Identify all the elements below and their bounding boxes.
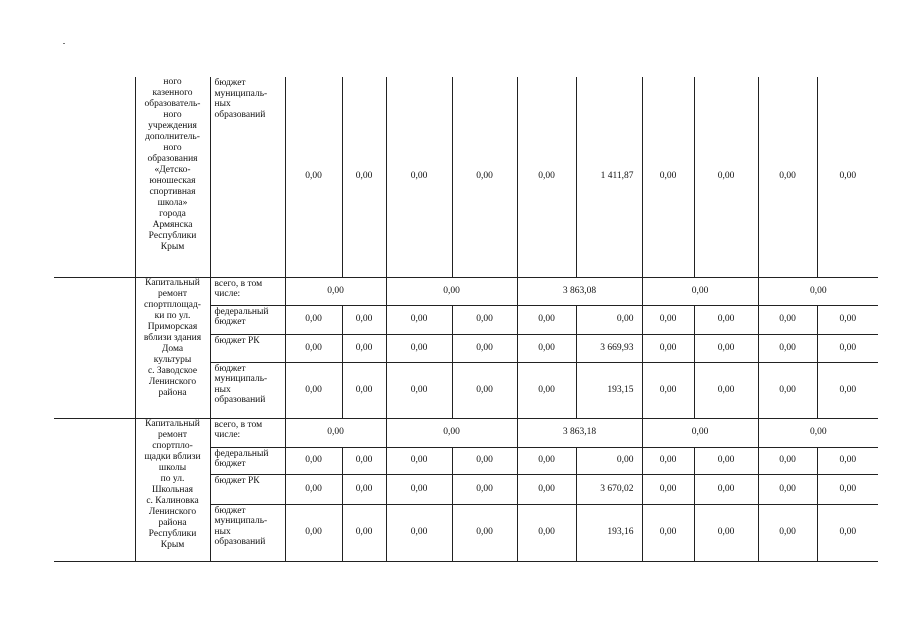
text-line: Приморская [147,321,198,332]
text-line: Ленинского [148,506,197,517]
value-cell: 0,00 [758,305,817,334]
value-cell: 0,00 [517,447,576,474]
text-line: Крым [160,242,185,252]
value-cell: 0,00 [817,447,878,474]
budget-table-body [54,77,878,561]
value-cell: 0,00 [517,77,576,277]
value-cell: 0,00 [517,362,576,418]
text-line: числе: [214,430,241,440]
text-line: ных [214,526,231,537]
value-cell: 0,00 [642,362,694,418]
value-cell: 0,00 [342,305,386,334]
total-value-cell: 0,00 [386,277,517,305]
text-line: щадки вблизи [144,451,201,462]
value-cell: 0,00 [642,447,694,474]
text-line: всего, в том [214,278,263,289]
value-cell: 0,00 [758,362,817,418]
scan-speck [63,43,65,44]
text-line: бюджет [214,317,246,327]
text-line: образований [214,395,266,405]
value-cell: 0,00 [576,447,642,474]
value-cell: 0,00 [285,362,342,418]
text-line: города [159,209,186,219]
text-line: спортпло- [152,440,193,451]
text-line: района [158,387,187,398]
value-cell: 0,00 [694,77,758,277]
text-line: с. Калиновка [146,495,199,506]
index-cell [54,418,135,561]
value-cell: 0,00 [817,474,878,504]
text-line: спортивная [149,187,196,197]
total-value-cell: 0,00 [285,277,386,305]
table-row [54,77,878,277]
text-line: всего, в том [214,419,263,430]
text-line: юношеская [149,176,196,186]
text-line: ки по ул. [154,310,191,321]
value-cell: 0,00 [642,77,694,277]
value-cell: 0,00 [285,474,342,504]
total-value-cell: 0,00 [285,418,386,447]
value-cell: 0,00 [452,504,517,561]
value-cell: 0,00 [642,305,694,334]
text-line: с. Заводское [147,365,198,376]
text-line: «Детско- [154,165,191,175]
text-line: бюджет РК [214,335,260,346]
text-line: Капитальный [145,418,200,429]
text-line: школа» [157,198,188,208]
text-line: бюджет [214,363,246,374]
value-cell: 0,00 [285,77,342,277]
value-cell: 0,00 [452,77,517,277]
text-line: ных [214,384,231,395]
total-value-cell: 0,00 [386,418,517,447]
value-cell: 0,00 [694,362,758,418]
text-line: казенного [152,88,193,98]
total-value-cell: 3 863,18 [517,418,642,447]
value-cell: 0,00 [758,474,817,504]
value-cell: 0,00 [694,447,758,474]
text-line: числе: [214,289,241,299]
value-cell: 0,00 [386,334,452,362]
value-cell: 0,00 [758,447,817,474]
index-cell [54,277,135,418]
funding-source-label [210,418,285,447]
funding-source-label [210,277,285,305]
value-cell: 0,00 [517,305,576,334]
funding-source-label [210,77,285,277]
text-line: бюджет [214,78,246,88]
text-line: ных [214,99,231,109]
text-line: дополнитель- [145,132,200,142]
value-cell: 0,00 [817,504,878,561]
value-cell: 0,00 [452,334,517,362]
value-cell: 0,00 [758,77,817,277]
value-cell: 0,00 [386,447,452,474]
value-cell: 0,00 [342,504,386,561]
total-row [54,277,878,305]
value-cell: 0,00 [452,447,517,474]
text-line: федеральный [214,448,269,459]
value-cell: 0,00 [642,334,694,362]
value-cell: 0,00 [386,504,452,561]
text-line: образований [214,109,266,120]
total-value-cell: 0,00 [758,418,878,447]
value-cell: 3 670,02 [576,474,642,504]
value-cell: 0,00 [758,334,817,362]
value-cell: 0,00 [576,305,642,334]
text-line: спортплощад- [144,299,201,310]
value-cell: 0,00 [285,447,342,474]
text-line: школы [158,462,187,473]
funding-source-label [210,334,285,362]
value-cell: 0,00 [817,362,878,418]
value-cell: 0,00 [694,305,758,334]
value-cell: 0,00 [285,504,342,561]
object-name-cell [135,277,210,418]
text-line: федеральный [214,306,269,317]
text-line: ремонт [158,429,187,440]
value-cell: 0,00 [817,305,878,334]
text-line: Капитальный [145,277,200,288]
value-cell: 0,00 [386,77,452,277]
text-line: культуры [153,354,192,365]
value-cell: 0,00 [517,474,576,504]
value-cell: 0,00 [817,77,878,277]
text-line: ного [163,110,182,120]
value-cell: 0,00 [452,305,517,334]
text-line: по ул. [160,473,185,484]
text-line: ного [163,77,182,87]
value-cell: 0,00 [342,77,386,277]
text-line: учреждения [148,121,197,131]
value-cell: 0,00 [342,447,386,474]
value-cell: 0,00 [386,474,452,504]
text-line: муниципаль- [214,88,268,99]
object-name-cell [135,418,210,561]
value-cell: 0,00 [386,305,452,334]
value-cell: 0,00 [386,362,452,418]
value-cell: 0,00 [285,305,342,334]
text-line: бюджет [214,459,246,469]
total-row [54,418,878,447]
text-line: ного [163,143,182,153]
value-cell: 0,00 [342,362,386,418]
funding-source-label [210,305,285,334]
total-value-cell: 0,00 [642,277,758,305]
text-line: бюджет [214,505,246,516]
funding-source-label [210,504,285,561]
total-value-cell: 3 863,08 [517,277,642,305]
value-cell: 0,00 [694,474,758,504]
text-line: бюджет РК [214,475,260,486]
value-cell: 0,00 [817,334,878,362]
text-line: Школьная [151,484,194,495]
text-line: Ленинского [148,376,197,387]
text-line: образований [214,537,266,547]
text-line: Крым [160,539,185,550]
text-line: муниципаль- [214,516,268,526]
value-cell: 0,00 [694,504,758,561]
value-cell: 0,00 [517,334,576,362]
text-line: Республики [148,528,197,539]
funding-source-label [210,474,285,504]
value-cell: 0,00 [758,504,817,561]
value-cell: 3 669,93 [576,334,642,362]
value-cell: 0,00 [342,334,386,362]
value-cell: 1 411,87 [576,77,642,277]
text-line: образования [147,154,198,164]
value-cell: 0,00 [694,334,758,362]
object-name-cell [135,77,210,277]
value-cell: 0,00 [642,504,694,561]
text-line: района [158,517,187,528]
text-line: муниципаль- [214,374,268,384]
value-cell: 0,00 [452,474,517,504]
text-line: образователь- [144,99,201,109]
text-line: Армянска [152,220,193,230]
value-cell: 0,00 [517,504,576,561]
value-cell: 0,00 [642,474,694,504]
total-value-cell: 0,00 [758,277,878,305]
value-cell: 193,15 [576,362,642,418]
value-cell: 0,00 [342,474,386,504]
text-line: Республики [148,231,197,241]
budget-table [54,77,878,562]
funding-source-label [210,447,285,474]
text-line: вблизи здания [143,332,202,343]
text-line: Дома [161,343,184,354]
value-cell: 0,00 [452,362,517,418]
index-cell [54,77,135,277]
total-value-cell: 0,00 [642,418,758,447]
value-cell: 0,00 [285,334,342,362]
value-cell: 193,16 [576,504,642,561]
funding-source-label [210,362,285,418]
text-line: ремонт [158,288,187,299]
